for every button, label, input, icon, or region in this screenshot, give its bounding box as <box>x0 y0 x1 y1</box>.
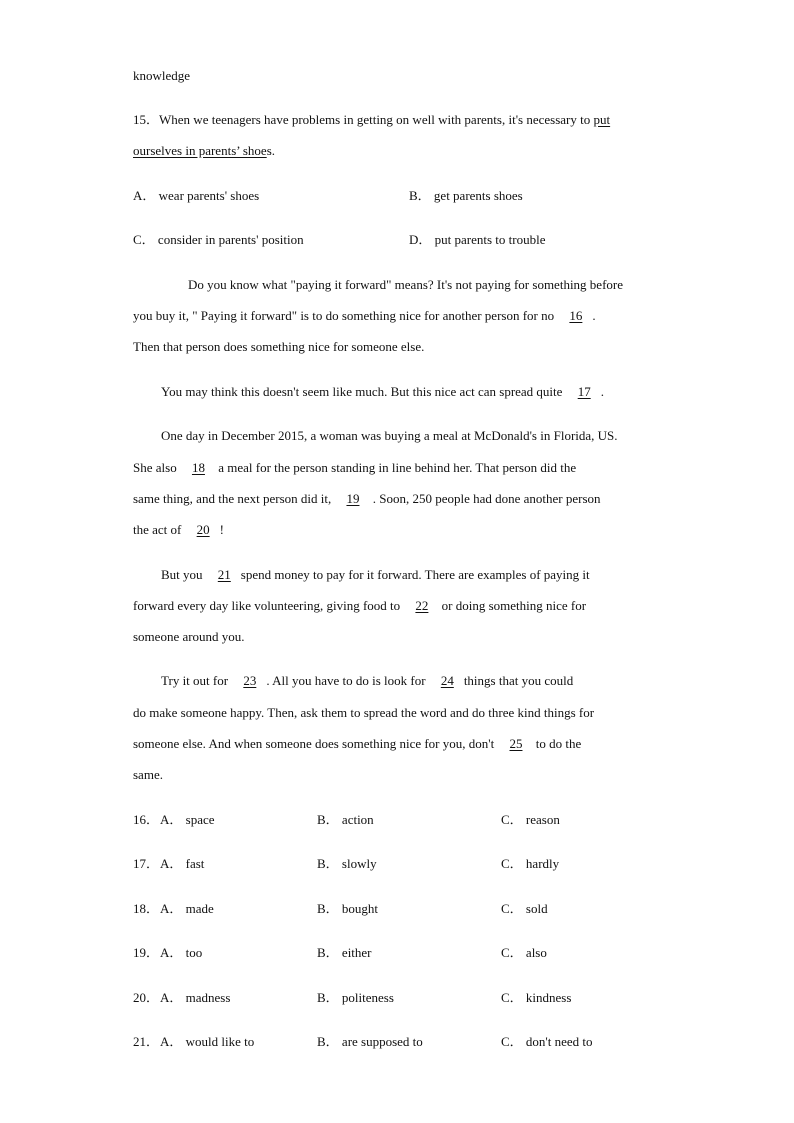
intro-fragment: knowledge <box>133 68 191 83</box>
q15-option-b[interactable] <box>409 188 523 204</box>
passage-text: You may think this doesn't seem like much. But this nice act can spread quite <box>161 384 566 399</box>
passage-text: someone else. And when someone does something nice for you, don't <box>133 736 498 751</box>
passage-text: . <box>592 308 596 323</box>
q15-number: 15． <box>133 112 160 127</box>
passage-p5-line4: same. <box>133 767 163 782</box>
passage-text: the act of <box>133 522 185 537</box>
passage-p5-line1 <box>161 673 573 689</box>
passage-p5-line3 <box>133 736 581 752</box>
question-number: 18． <box>133 901 160 916</box>
blank-17[interactable]: 17 <box>577 384 591 399</box>
passage-p2-line1 <box>161 384 604 400</box>
blank-20[interactable]: 20 <box>196 522 210 537</box>
option-c[interactable]: C． reason <box>501 812 560 827</box>
option-letter: B． <box>409 188 431 203</box>
blank-19[interactable]: 19 <box>346 491 360 506</box>
blank-18[interactable]: 18 <box>191 460 205 475</box>
passage-p1-line3: Then that person does something nice for someone else. <box>133 339 425 354</box>
option-text: put parents to trouble <box>434 232 546 247</box>
q15-option-c[interactable] <box>133 232 304 248</box>
option-b[interactable]: B． are supposed to <box>317 1034 423 1049</box>
passage-text: Try it out for <box>161 673 232 688</box>
option-c[interactable]: C． hardly <box>501 856 560 871</box>
option-a[interactable]: A． madness <box>160 990 231 1005</box>
option-b[interactable]: B． bought <box>317 901 379 916</box>
option-a[interactable]: A． fast <box>160 856 205 871</box>
passage-p5-line2: do make someone happy. Then, ask them to spread the word and do three kind things for <box>133 705 595 720</box>
option-b[interactable]: B． either <box>317 945 372 960</box>
option-a[interactable]: A． too <box>160 945 203 960</box>
option-text: consider in parents' position <box>157 232 304 247</box>
passage-text: spend money to pay for it forward. There are examples of paying it <box>240 567 590 582</box>
passage-p1-line1: Do you know what "paying it forward" means? It's not paying for something before <box>188 277 623 292</box>
q15-text: When we teenagers have problems in getting on well with parents, it's necessary to <box>159 112 594 127</box>
q15-underline-1: put <box>593 112 611 127</box>
option-letter: C． <box>133 232 155 247</box>
passage-p3-line1: One day in December 2015, a woman was buying a meal at McDonald's in Florida, US. <box>161 428 618 443</box>
option-a[interactable]: A． space <box>160 812 215 827</box>
passage-text: a meal for the person standing in line behind her. That person did the <box>214 460 577 475</box>
option-b[interactable]: B． slowly <box>317 856 377 871</box>
option-text: get parents shoes <box>433 188 523 203</box>
blank-16[interactable]: 16 <box>569 308 583 323</box>
passage-p4-line3: someone around you. <box>133 629 245 644</box>
blank-23[interactable]: 23 <box>243 673 257 688</box>
passage-text: you buy it, " Paying it forward" is to do something nice for another person for no <box>133 308 558 323</box>
option-text: wear parents' shoes <box>158 188 260 203</box>
option-b[interactable]: B． action <box>317 812 374 827</box>
question-number: 16． <box>133 812 160 827</box>
option-a[interactable]: A． made <box>160 901 214 916</box>
question-number: 20． <box>133 990 160 1005</box>
blank-24[interactable]: 24 <box>440 673 454 688</box>
blank-22[interactable]: 22 <box>415 598 429 613</box>
option-b[interactable]: B． politeness <box>317 990 394 1005</box>
passage-text: forward every day like volunteering, giving food to <box>133 598 404 613</box>
passage-text: . Soon, 250 people had done another person <box>369 491 601 506</box>
passage-text: But you <box>161 567 206 582</box>
passage-p4-line2 <box>133 598 586 614</box>
passage-text: or doing something nice for <box>438 598 587 613</box>
option-a[interactable]: A． would like to <box>160 1034 255 1049</box>
passage-text: She also <box>133 460 180 475</box>
q15-text-after: s. <box>266 143 276 158</box>
passage-text: ! <box>219 522 224 537</box>
passage-text: things that you could <box>463 673 574 688</box>
option-letter: D． <box>409 232 432 247</box>
question-number: 19． <box>133 945 160 960</box>
question-number: 17． <box>133 856 160 871</box>
passage-p4-line1 <box>161 567 590 583</box>
q15-underline-2: ourselves in parents’ shoe <box>133 143 267 158</box>
passage-text: same thing, and the next person did it, <box>133 491 335 506</box>
option-c[interactable]: C． sold <box>501 901 548 916</box>
q15-stem-line2 <box>133 143 275 159</box>
blank-25[interactable]: 25 <box>509 736 523 751</box>
option-c[interactable]: C． kindness <box>501 990 572 1005</box>
q15-option-d[interactable] <box>409 232 545 248</box>
passage-p3-line2 <box>133 460 576 476</box>
question-number: 21． <box>133 1034 160 1049</box>
q15-option-a[interactable] <box>133 188 259 204</box>
passage-p3-line3 <box>133 491 601 507</box>
passage-p3-line4 <box>133 522 224 538</box>
option-c[interactable]: C． also <box>501 945 547 960</box>
passage-p1-line2 <box>133 308 596 324</box>
q15-stem-line1 <box>133 112 610 128</box>
passage-text: . <box>600 384 604 399</box>
blank-21[interactable]: 21 <box>217 567 231 582</box>
passage-text: . All you have to do is look for <box>266 673 429 688</box>
option-letter: A． <box>133 188 156 203</box>
option-c[interactable]: C． don't need to <box>501 1034 593 1049</box>
passage-text: to do the <box>532 736 582 751</box>
